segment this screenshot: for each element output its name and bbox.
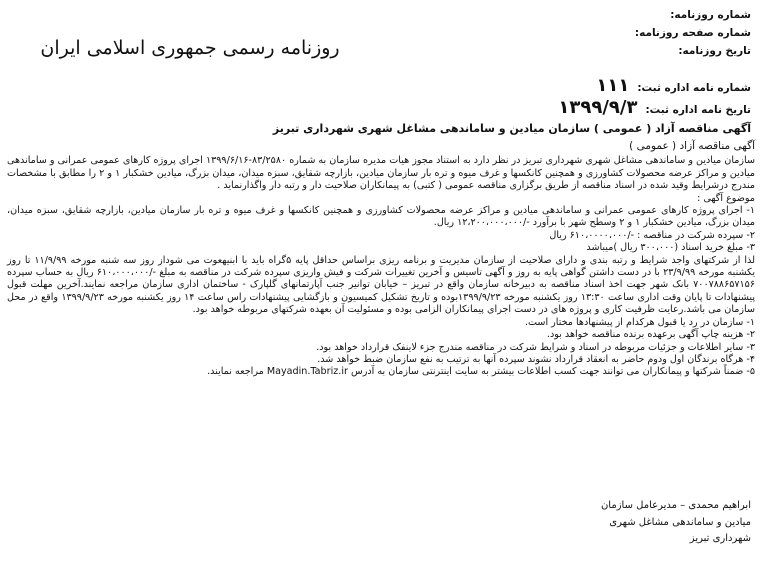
- note-item: ۴- هرگاه برندگان اول ودوم حاضر به انعقاد قرارداد نشوند سپرده آنها به ترتیب به نفع سازمان ضبط خواهد شد.: [317, 353, 755, 365]
- newspaper-number-label: شماره روزنامه:: [670, 9, 751, 21]
- signature-block: [451, 498, 751, 548]
- signatory-org-line-1: میادین و ساماندهی مشاغل شهری: [609, 516, 751, 528]
- announcement-intro: سازمان میادین و ساماندهی مشاغل شهری شهرداری تبریز در نظر دارد به استناد مجوز هیات مدیره سازمان به شماره ۸۳/۲۵۸۰-۱۳۹۹/۶/۱۶ اجرای پروژه کارهای عمومی عمرانی و ساماندهی میادین و مراکز عرضه محصولات کشاورزی و همچنین کانکسها و غرف میوه و تره بار سازمان میادین، بازارچه شقایق، سبزه میدان، میدان بزرگ، میادین خشکبار ۱ و ۲ را مطابق با مشخصات مندرج درشرایط وقید شده در اسناد مناقصه از طریق برگزاری مناقصه عمومی ( کتبی) به پیمانکاران صلاحیت دار و رتبه دار واگذارنماید .: [7, 155, 755, 192]
- announcement-conditions: لذا از شرکتهای واجد شرایط و رتبه بندی و دارای صلاحیت از سازمان مدیریت و برنامه ریزی براساس حداقل پایه ۵گراه باید با ابنیهعوت می شوداز روز سه شنبه مورخه ۱۱/۹/۹۹ تا روز یکشنبه مورخه ۲۳/۹/۹۹ با در دست داشتن گواهی پایه به روز و آگهی تاسیس و آخرین تغییرات شرکت و فیش واریزی سپرده شرکت در مناقصه به مبلغ -/۶۱۰،۰۰۰،۰۰۰ ریال به حساب سپرده ۷۰۰۷۸۸۶۵۷۱۵۶ بانک شهر جهت اخذ اسناد مناقصه به دبیرخانه سازمان واقع در تبریز – خیابان توانیر جنب آپارتمانهای گلپارک - ساختمان اداری سازمان مراجعه نمایند.آخرین مهلت قبول پیشنهادات تا پایان وقت اداری ساعت ۱۳:۳۰ روز یکشنبه مورخه ۱۳۹۹/۹/۲۳بوده و تاریخ تشکیل کمیسیون و بازگشایی پیشنهادات راس ساعت ۱۴ روز یکشنبه مورخه ۱۳۹۹/۹/۲۳ واقع در محل سازمان می باشد.رعایت ظرفیت کاری و پروژه های در دست اجرای پیمانکاران الزامی بوده و مسئولیت آن بعهده شرکتهای مربوطه خواهد بود.: [7, 254, 756, 316]
- newspaper-date-label: تاریخ روزنامه:: [678, 45, 751, 57]
- signatory-org-line-2: شهرداری تبریز: [689, 533, 751, 544]
- note-item: ۱- سازمان در رد یا قبول هرکدام از پیشنهادها مختار است.: [524, 316, 755, 328]
- newspaper-page-label: شماره صفحه روزنامه:: [634, 27, 751, 39]
- note-item: ۵- ضمناً شرکتها و پیمانکاران می توانند جهت کسب اطلاعات بیشتر به سایت اینترنتی سازمان به آدرس Mayadin.Tabriz.ir مراجعه نمایند.: [207, 366, 755, 378]
- newspaper-meta: [451, 6, 751, 60]
- announcement-subheading: آگهی مناقصه آزاد ( عمومی ): [629, 140, 755, 152]
- signatory-name: ابراهیم محمدی – مدیرعامل سازمان: [600, 500, 751, 511]
- registration-info: [431, 76, 751, 120]
- letter-date-label: تاریخ نامه اداره ثبت:: [645, 104, 751, 116]
- subject-item-1: ۱- اجرای پروژه کارهای عمومی عمرانی و ساماندهی میادین و مراکز عرضه محصولات کشاورزی و همچنین کانکسها و غرف میوه و تره بار سازمان میادین، بازارچه شقایق، سبزه میدان، میدان بزرگ، میادین خشکبار ۱ و ۲ وسطح شهر با برآورد -/۱۲،۲۰۰،۰۰۰،۰۰۰ ریال.: [7, 205, 755, 229]
- letter-number-value: ۱۱۱: [596, 75, 630, 96]
- letter-date-row: [431, 98, 751, 120]
- announcement-headline: آگهی مناقصه آزاد ( عمومی ) سازمان میادین و ساماندهی مشاغل شهری شهرداری تبریز: [272, 122, 751, 135]
- note-item: ۲- هزینه چاپ آگهی برعهده برنده مناقصه خواهد بود.: [546, 329, 755, 341]
- letter-date-value: ۱۳۹۹/۹/۳: [558, 97, 638, 118]
- announcement-body: [7, 138, 755, 379]
- letter-number-label: شماره نامه اداره ثبت:: [637, 82, 751, 94]
- gazette-title: روزنامه رسمی جمهوری اسلامی ایران: [40, 37, 340, 59]
- subject-item-2: ۲- سپرده شرکت در مناقصه : -/۶۱۰،۰۰۰۰،۰۰۰ ریال: [549, 229, 755, 241]
- letter-number-row: [431, 76, 751, 98]
- subject-title: موضوع آگهی :: [697, 192, 755, 204]
- subject-item-3: ۳- مبلغ خرید اسناد (۳۰۰،۰۰۰ ریال )میباشد: [586, 242, 755, 254]
- note-item: ۳- سایر اطلاعات و جزئیات مربوطه در اسناد و شرایط شرکت در مناقصه مندرج جزء لاینفک قرارداد خواهد بود.: [316, 341, 755, 353]
